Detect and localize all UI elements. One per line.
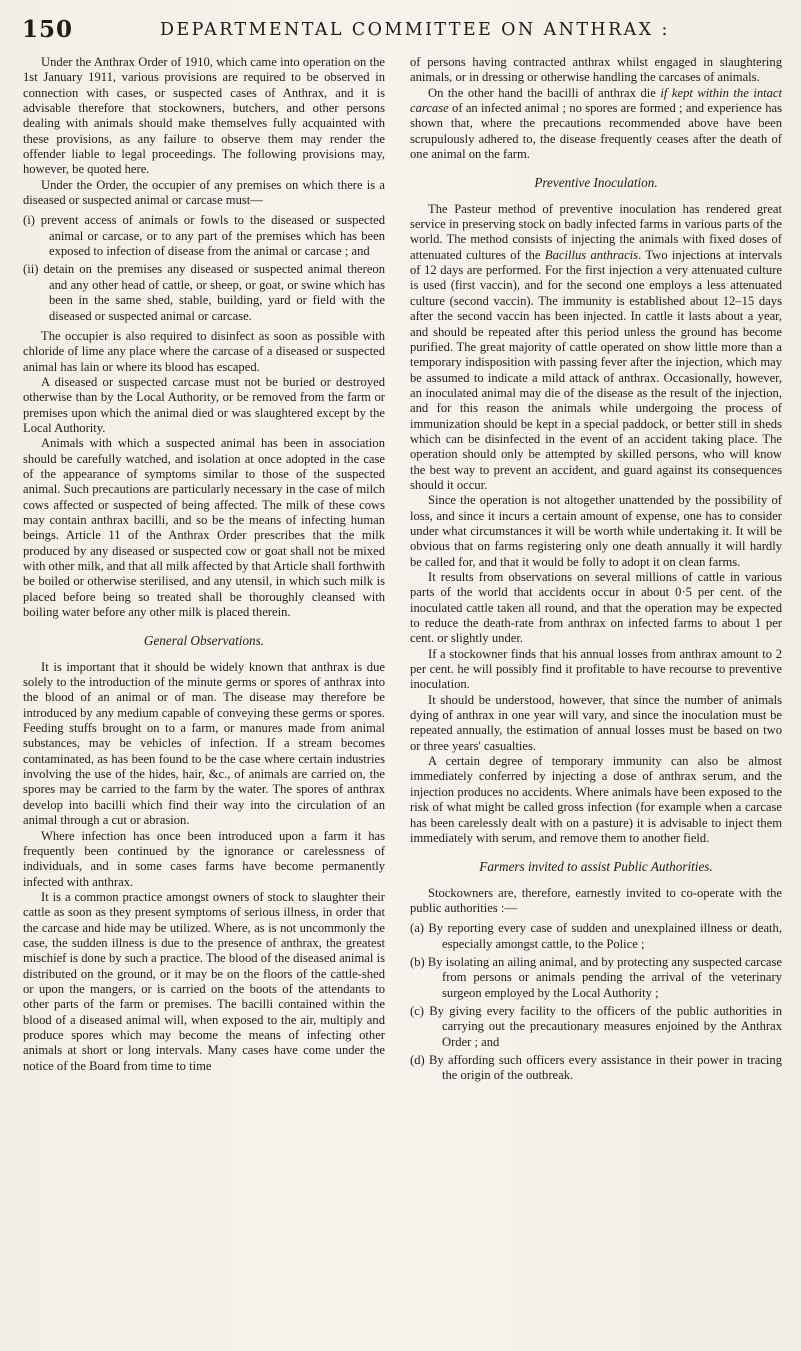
paragraph: Where infection has once been introduced upon a farm it has frequently been continued by the ignorance or carelessness of individuals, and in some cases farms have become permanently infected with anthrax. — [23, 828, 385, 889]
paragraph: Stockowners are, therefore, earnestly invited to co-operate with the public authorities :— — [410, 885, 782, 915]
paragraph: of persons having contracted anthrax whilst engaged in slaughtering animals, or in dressing or otherwise handling the carcases of animals. — [410, 55, 782, 85]
paragraph: It is important that it should be widely known that anthrax is due solely to the introduction of the minute germs or spores of anthrax into the blood of an animal or of man. The disease may therefore be introduced by any medium capable of conveying these germs or spores. Feeding stuffs brought on to a farm, or manures made from animal substances, may be vehicles of infection. If a stream becomes contaminated, as has been found to be the case where certain industries involving the use of the hides, hair, &c., of animals are carried on, the spores may be carried to the farm by the water. The spores of anthrax develop into bacilli which find their way into the circulation of an animal through a cut or abrasion. — [23, 659, 385, 828]
paragraph: Under the Anthrax Order of 1910, which came into operation on the 1st January 1911, various provisions are required to be observed in connection with cases, or suspected cases of Anthrax, and it is advisable therefore that stockowners, butchers, and other persons dealing with animals should make themselves fully acquainted with these provisions, as any failure to observe them may render the offender liable to legal proceedings. The following provisions may, however, be quoted here. — [23, 55, 385, 177]
paragraph: Under the Order, the occupier of any premises on which there is a diseased or suspected animal or carcase must— — [23, 177, 385, 208]
list-item: (d) By affording such officers every assistance in their power in tracing the origin of the outbreak. — [410, 1052, 782, 1083]
paragraph: If a stockowner finds that his annual losses from anthrax amount to 2 per cent. he will possibly find it profitable to have recourse to preventive inoculation. — [410, 646, 782, 692]
page-header — [22, 14, 783, 44]
paragraph: It results from observations on several millions of cattle in various parts of the world that accidents occur in about 0·5 per cent. of the inoculated cattle taken all round, and that the operation may be expected to reduce the death-rate from anthrax on infected farms to about 1 per cent. or slightly under. — [410, 570, 782, 646]
paragraph: The Pasteur method of preventive inoculation has rendered great service in preserving stock on badly infected farms in various parts of the world. The method consists of injecting the animals with fixed doses of attenuated cultures of the Bacillus anthracis. Two injections at intervals of 12 days are performed. For the first injection a very attenuated culture is used (first vaccin), and for the second one employs a less attenuated culture (second vaccin). The immunity is established about 12–15 days after the second vaccin has been injected. In cattle it lasts about a year, and should be repeated after this period unless the ground has become purified. The great majority of cattle operated on show little more than a temporary indisposition with passing fever after the injection, which may be assumed to indicate a mild attack of anthrax. Occasionally, however, an inoculated animal may die of the disease as the result of the injection, and for this reason the animals while undergoing the process of immunization should be kept in a special paddock, or better still in sheds which can be disinfected in the event of an accident taking place. The operation should only be attempted by skilled persons, who will know the best way to prevent an accident, and guard against its consequences should it occur. — [410, 201, 783, 492]
paragraph: The occupier is also required to disinfect as soon as possible with chloride of lime any place where the carcase of a diseased or suspected animal has lain or where its blood has escaped. — [23, 328, 385, 374]
paragraph: A certain degree of temporary immunity can also be almost immediately conferred by injecting a dose of anthrax serum, and the injection produces no accidents. Where animals have been exposed to the risk of what might be called gross infection (for example when a carcase has been carelessly dealt with on a pasture) it is advisable to inject them immediately with serum, and remove them to another field. — [410, 754, 782, 845]
list-item: (i) prevent access of animals or fowls to the diseased or suspected animal or carcase, or to any part of the premises which has been exposed to infection of disease from the animal or carcase ; and — [23, 213, 385, 259]
paragraph: Animals with which a suspected animal has been in association should be carefully watched, and isolation at once adopted in the case of the appearance of symptoms similar to those of the suspected animal. Such precautions are particularly necessary in the case of milch cows affected or suspected of being affected. The milk of these cows may contain anthrax bacilli, and so be the means of infecting human beings. Article 11 of the Anthrax Order prescribes that the milk produced by any diseased or suspected cow or goat shall not be mixed with other milk, and that all milk affected by that Article shall forthwith be boiled or otherwise sterilised, and any utensil, in which such milk is placed before being so treated shall be thoroughly cleansed with boiling water before any other milk is placed therein. — [23, 436, 385, 620]
left-column — [23, 55, 385, 1074]
page-number: 150 — [22, 16, 74, 43]
paragraph: It should be understood, however, that since the number of animals dying of anthrax in one year will vary, and since the inoculation must be repeated annually, the estimation of annual losses must be based on two or three years' casualties. — [410, 692, 782, 753]
list-item: (c) By giving every facility to the officers of the public authorities in carrying out the precautionary measures enjoined by the Anthrax Order ; and — [410, 1003, 782, 1049]
list-item: (a) By reporting every case of sudden and unexplained illness or death, especially amongst cattle, to the Police ; — [410, 921, 782, 951]
paragraph: On the other hand the bacilli of anthrax die if kept within the intact carcase of an infected animal ; no spores are formed ; and experience has shown that, where the precautions recommended above have been scrupulously adhered to, the disease frequently ceases after the death of one animal on the farm. — [410, 85, 783, 162]
section-heading-general-observations: General Observations. — [143, 633, 265, 649]
running-title: DEPARTMENTAL COMMITTEE ON ANTHRAX : — [160, 20, 670, 40]
paragraph: It is a common practice amongst owners of stock to slaughter their cattle as soon as they present symptoms of serious illness, in order that the carcase and hide may be utilized. Where, as is not uncommonly the case, the sudden illness is due to the presence of anthrax, the greatest mischief is done by such a practice. The blood of the diseased animal is distributed on the ground, or it may be on the floors of the cattle-shed or upon the mangers, or is carried on the boots of the attendants to other parts of the farm or premises. The bacilli contained within the blood of a diseased animal will, when exposed to the air, multiply and produce spores which may become the means of infecting other animals at short or long intervals. Many cases have come under the notice of the Board from time to time — [23, 889, 385, 1073]
right-column — [410, 55, 782, 1084]
list-item: (ii) detain on the premises any diseased or suspected animal thereon and any other head of cattle, or sheep, or goat, or swine which has been in the same shed, stable, building, yard or field with the diseased or suspected animal or carcase. — [23, 262, 385, 323]
paragraph: Since the operation is not altogether unattended by the possibility of loss, and since it incurs a certain amount of expense, one has to consider under what circumstances it will be worth while undertaking it. It will be obvious that on farms registering only one death annually it will hardly be called for, and that it would be folly to adopt it on clean farms. — [410, 493, 782, 569]
list-item: (b) By isolating an ailing animal, and by protecting any suspected carcase from persons or animals pending the arrival of the veterinary surgeon employed by the Local Authority ; — [410, 954, 782, 1000]
section-heading-farmers-invited: Farmers invited to assist Public Authorities. — [479, 859, 713, 875]
paragraph: A diseased or suspected carcase must not be buried or destroyed otherwise than by the Local Authority, or be removed from the farm or premises upon which the animal died or was slaughtered except by the Local Authority. — [23, 374, 385, 435]
section-heading-preventive-inoculation: Preventive Inoculation. — [534, 175, 658, 191]
